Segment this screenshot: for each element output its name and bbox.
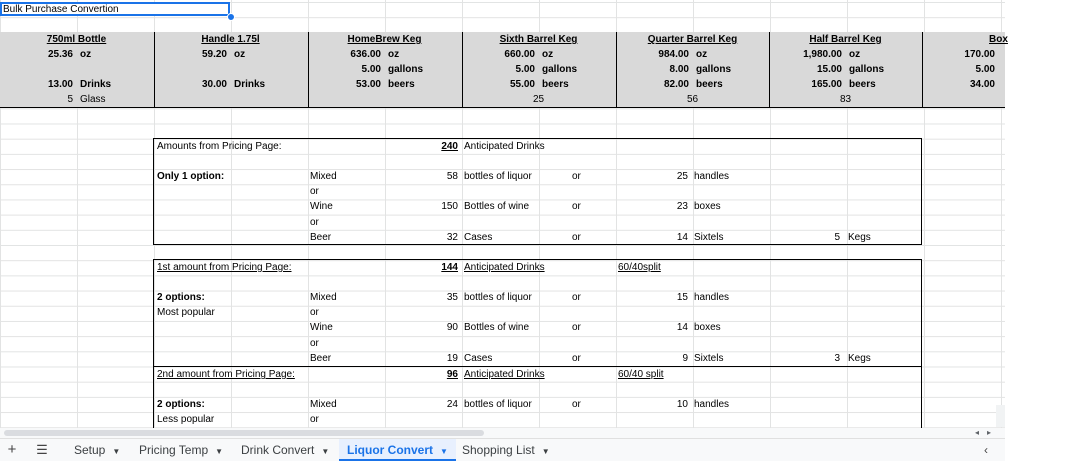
alt-quantity: 23 <box>676 201 688 213</box>
alt-unit: boxes <box>694 322 721 334</box>
container-oz-value: 1,980.00 <box>803 49 842 60</box>
container-count-unit: Drinks <box>80 79 112 90</box>
or-label: or <box>572 322 581 334</box>
alt-unit: boxes <box>694 201 721 213</box>
split-label: 60/40split <box>618 262 661 273</box>
popularity-label: Most popular <box>157 307 215 318</box>
vertical-scrollbar[interactable] <box>996 405 1005 427</box>
container-gallons-value: 5.00 <box>361 64 381 75</box>
container-count-unit: beers <box>542 79 569 90</box>
sheet-tab-label: Pricing Temp <box>139 443 209 457</box>
column-divider <box>154 32 155 108</box>
sheet-title-cell[interactable]: Bulk Purchase Convertion <box>3 4 119 15</box>
container-per-value: 83 <box>839 94 852 105</box>
sheet-tab-bar <box>0 438 1005 461</box>
bottle-quantity: 35 <box>446 292 458 303</box>
scroll-right-icon[interactable]: ▸ <box>987 428 992 437</box>
alt-quantity: 10 <box>676 399 688 410</box>
bottle-unit: Cases <box>464 352 493 364</box>
tab-dropdown-icon[interactable]: ▼ <box>440 447 448 456</box>
container-oz-unit: oz <box>388 49 400 60</box>
container-name: Sixth Barrel Keg <box>499 34 578 45</box>
tab-dropdown-icon[interactable]: ▼ <box>541 447 550 456</box>
all-sheets-menu-icon[interactable]: ☰ <box>36 442 48 457</box>
container-gallons-unit: gallons <box>388 64 424 75</box>
option-count-label: 2 options: <box>157 399 205 410</box>
sheet-tab-liquor-convert[interactable] <box>339 439 456 461</box>
drink-type: Beer <box>310 231 332 243</box>
container-per-value: 56 <box>686 94 699 105</box>
scrollbar-thumb[interactable] <box>4 430 484 436</box>
container-count-unit: beers <box>696 79 723 90</box>
or-label: or <box>572 231 581 243</box>
container-name: Half Barrel Keg <box>809 34 882 45</box>
container-per-unit: Glass <box>80 94 106 105</box>
alt-quantity: 14 <box>676 322 688 334</box>
option-block-border <box>921 366 922 428</box>
bottle-quantity: 24 <box>446 399 458 410</box>
drink-type: Wine <box>310 201 333 213</box>
fill-handle[interactable] <box>227 13 235 21</box>
keg-unit: Kegs <box>848 231 871 243</box>
drink-type: Mixed <box>310 399 337 410</box>
sheet-tab-drink-convert[interactable] <box>233 439 337 461</box>
bottle-unit: Bottles of wine <box>464 201 530 213</box>
container-oz-unit: oz <box>80 49 92 60</box>
container-gallons-value: 5.00 <box>975 64 995 75</box>
tab-dropdown-icon[interactable]: ▼ <box>215 447 224 456</box>
or-label: or <box>572 201 581 213</box>
container-count-unit: Drinks <box>234 79 266 90</box>
sheet-tab-label: Shopping List <box>462 443 535 457</box>
container-name: Quarter Barrel Keg <box>647 34 738 45</box>
drink-type: or <box>310 186 319 198</box>
alt-unit: handles <box>694 292 730 303</box>
container-count-value: 165.00 <box>811 79 842 90</box>
bottle-unit: Cases <box>464 231 493 243</box>
column-divider <box>769 32 770 108</box>
container-gallons-value: 8.00 <box>669 64 689 75</box>
alt-quantity: 9 <box>682 352 688 364</box>
container-count-value: 34.00 <box>969 79 995 90</box>
container-count-value: 55.00 <box>509 79 535 90</box>
container-oz-value: 984.00 <box>658 49 689 60</box>
or-label: or <box>572 171 581 182</box>
container-oz-unit: oz <box>696 49 708 60</box>
option-count-label: Only 1 option: <box>157 171 225 182</box>
block-label: 1st amount from Pricing Page: <box>157 262 292 273</box>
drink-type: Mixed <box>310 171 337 182</box>
sheet-tab-label: Drink Convert <box>241 443 315 457</box>
container-name: Handle 1.75l <box>201 34 260 45</box>
option-count-label: 2 options: <box>157 292 205 303</box>
container-count-value: 30.00 <box>201 79 227 90</box>
or-label: or <box>572 399 581 410</box>
container-count-unit: beers <box>388 79 415 90</box>
container-oz-value: 25.36 <box>47 49 73 60</box>
bottle-unit: bottles of liquor <box>464 399 532 410</box>
keg-unit: Kegs <box>848 352 871 364</box>
drink-type: or <box>310 216 319 228</box>
alt-quantity: 14 <box>676 231 688 243</box>
scroll-left-icon[interactable]: ◂ <box>975 428 980 437</box>
split-label: 60/40 split <box>618 369 664 380</box>
alt-unit: Sixtels <box>694 352 724 364</box>
alt-quantity: 25 <box>676 171 688 182</box>
container-name: HomeBrew Keg <box>347 34 422 45</box>
bottle-unit: bottles of liquor <box>464 171 532 182</box>
bottle-quantity: 58 <box>446 171 458 182</box>
bottle-quantity: 32 <box>446 231 458 243</box>
drink-type: or <box>310 307 319 319</box>
container-per-value: 5 <box>67 94 73 105</box>
anticipated-drinks-label: Anticipated Drinks <box>464 262 545 273</box>
column-divider <box>922 32 923 108</box>
header-bottom-rule <box>0 107 1005 108</box>
alt-quantity: 15 <box>676 292 688 303</box>
block-label: 2nd amount from Pricing Page: <box>157 369 295 380</box>
sheet-tab-shopping-list[interactable] <box>454 439 558 461</box>
option-block-border <box>153 366 154 428</box>
alt-unit: Sixtels <box>694 231 724 243</box>
container-oz-unit: oz <box>542 49 554 60</box>
container-count-value: 53.00 <box>355 79 381 90</box>
container-oz-unit: oz <box>849 49 861 60</box>
container-count-unit: beers <box>849 79 876 90</box>
tab-dropdown-icon[interactable]: ▼ <box>321 447 330 456</box>
container-oz-value: 170.00 <box>964 49 995 60</box>
drink-type: or <box>310 414 319 426</box>
alt-unit: handles <box>694 171 730 182</box>
keg-quantity: 3 <box>834 352 840 364</box>
container-name: 750ml Bottle <box>46 34 107 45</box>
sheet-tab-pricing-temp[interactable] <box>131 439 231 461</box>
container-count-value: 82.00 <box>663 79 689 90</box>
drink-type: Wine <box>310 322 333 334</box>
popularity-label: Less popular <box>157 414 215 425</box>
container-gallons-unit: gallons <box>542 64 578 75</box>
tab-dropdown-icon[interactable]: ▼ <box>112 447 121 456</box>
alt-unit: handles <box>694 399 730 410</box>
drink-type: or <box>310 337 319 349</box>
sheet-tab-setup[interactable] <box>66 439 128 461</box>
container-count-value: 13.00 <box>47 79 73 90</box>
bottle-quantity: 90 <box>446 322 458 334</box>
anticipated-amount: 96 <box>446 369 458 380</box>
or-label: or <box>572 292 581 303</box>
container-oz-value: 636.00 <box>350 49 381 60</box>
bottle-quantity: 19 <box>446 352 458 364</box>
container-gallons-unit: gallons <box>849 64 885 75</box>
block-label: Amounts from Pricing Page: <box>157 141 282 152</box>
container-gallons-value: 5.00 <box>515 64 535 75</box>
bottle-unit: Bottles of wine <box>464 322 530 334</box>
sheet-tab-label: Liquor Convert <box>347 443 433 457</box>
anticipated-drinks-label: Anticipated Drinks <box>464 369 545 380</box>
horizontal-scrollbar[interactable] <box>0 428 1005 438</box>
drink-type: Beer <box>310 352 332 364</box>
bottle-unit: bottles of liquor <box>464 292 532 303</box>
sheet-tab-label: Setup <box>74 443 106 457</box>
anticipated-amount: 240 <box>441 141 458 152</box>
add-sheet-icon[interactable]: + <box>7 441 17 458</box>
container-gallons-value: 15.00 <box>816 64 842 75</box>
anticipated-drinks-label: Anticipated Drinks <box>464 141 545 152</box>
column-divider <box>462 32 463 108</box>
collapse-sidebar-icon[interactable]: ‹ <box>984 443 988 457</box>
keg-quantity: 5 <box>834 231 840 243</box>
bottle-quantity: 150 <box>441 201 458 213</box>
container-oz-value: 59.20 <box>201 49 227 60</box>
container-gallons-unit: gallons <box>696 64 732 75</box>
or-label: or <box>572 352 581 364</box>
container-oz-value: 660.00 <box>504 49 535 60</box>
column-divider <box>308 32 309 108</box>
container-per-value: 25 <box>532 94 545 105</box>
column-divider <box>616 32 617 108</box>
container-oz-unit: oz <box>234 49 246 60</box>
anticipated-amount: 144 <box>441 262 458 273</box>
drink-type: Mixed <box>310 292 337 303</box>
container-name: Box <box>989 34 1008 45</box>
